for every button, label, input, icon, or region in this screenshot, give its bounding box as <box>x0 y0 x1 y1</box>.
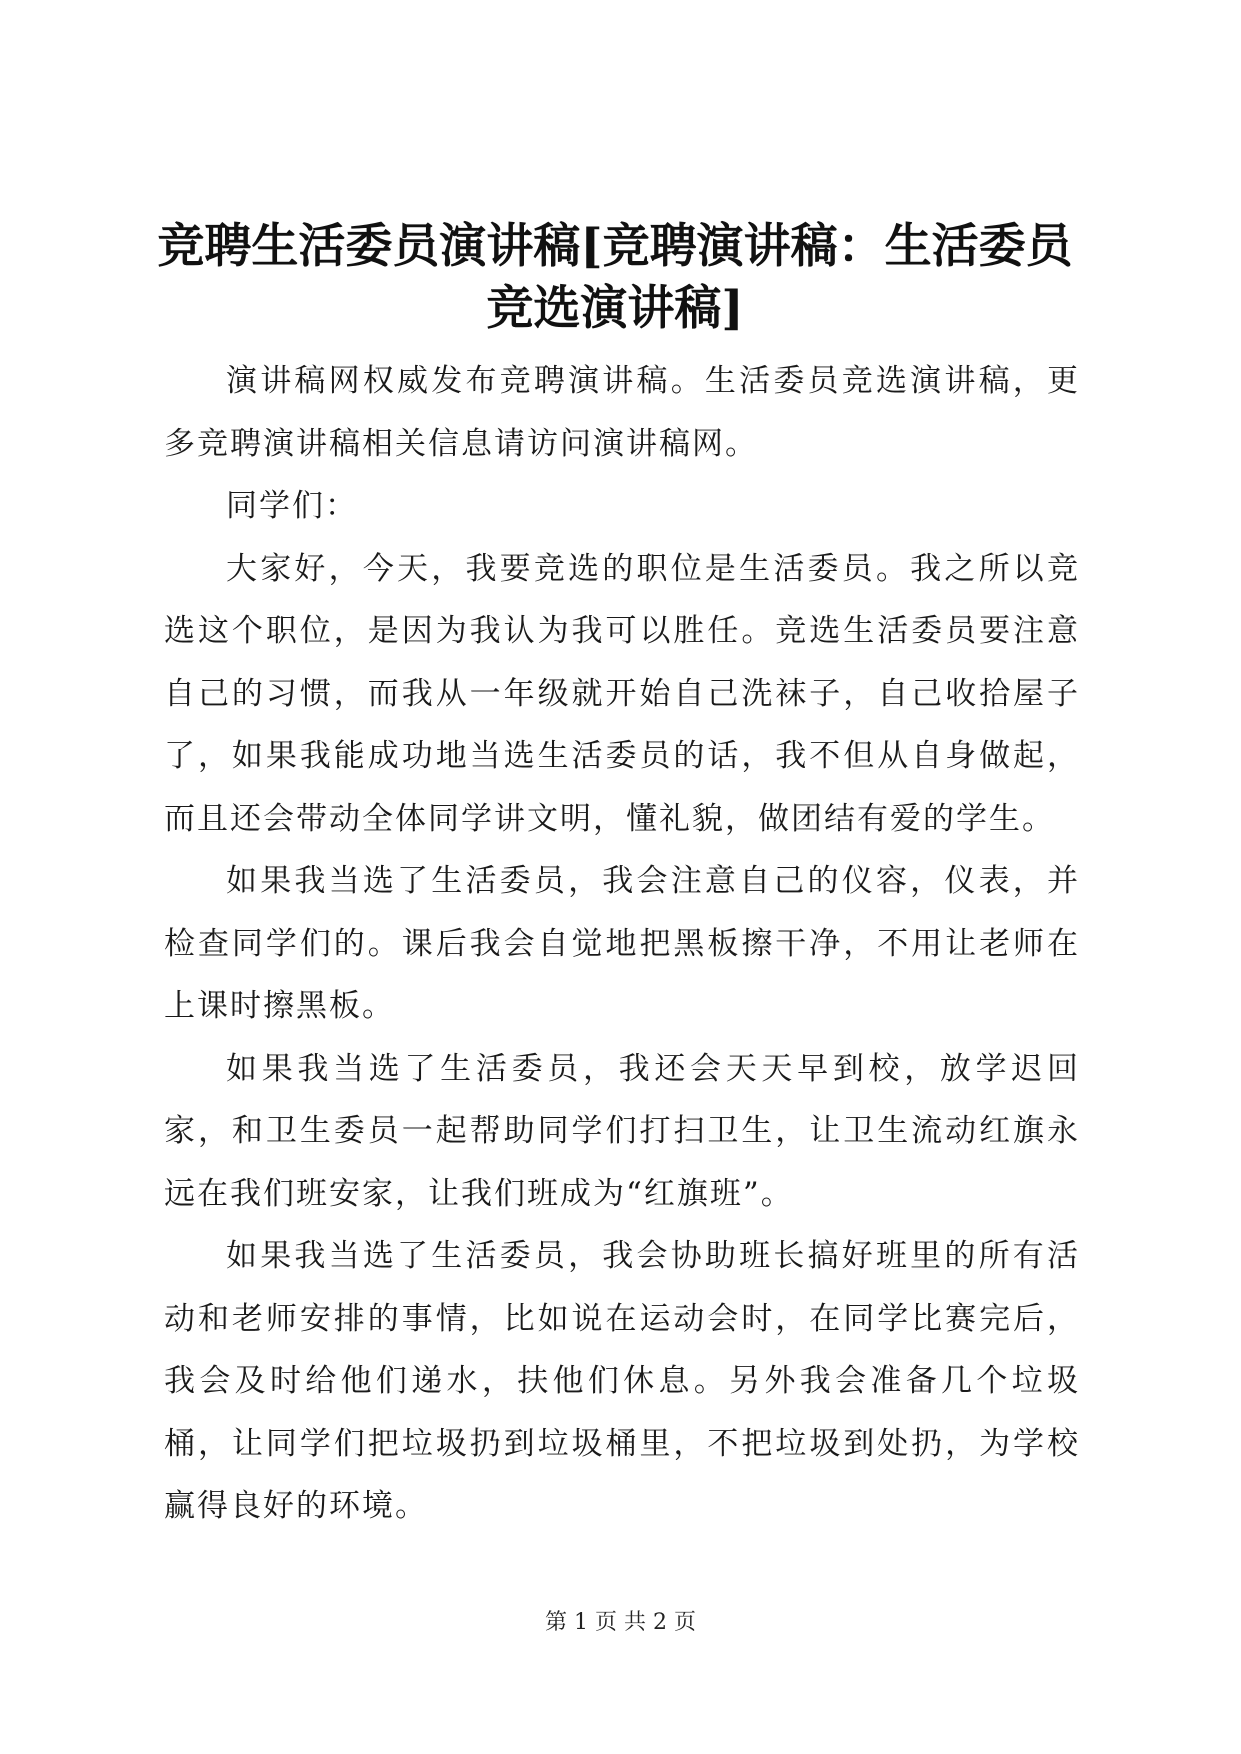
document-title: 竞聘生活委员演讲稿[竞聘演讲稿：生活委员竞选演讲稿] <box>157 219 1073 336</box>
paragraph-greeting: 同学们： <box>226 488 358 524</box>
page-number-footer: 第 1 页 共 2 页 <box>545 1610 696 1635</box>
document-body <box>164 350 1080 1538</box>
paragraph-2: 如果我当选了生活委员，我会注意自己的仪容，仪表，并检查同学们的。课后我会自觉地把黑板擦干净，不用让老师在上课时擦黑板。 <box>164 863 1080 1024</box>
paragraph-intro: 演讲稿网权威发布竞聘演讲稿。生活委员竞选演讲稿，更多竞聘演讲稿相关信息请访问演讲稿网。 <box>164 363 1080 462</box>
paragraph-1: 大家好，今天，我要竞选的职位是生活委员。我之所以竞选这个职位，是因为我认为我可以胜任。竞选生活委员要注意自己的习惯，而我从一年级就开始自己洗袜子，自己收拾屋子了，如果我能成功地当选生活委员的话，我不但从自身做起，而且还会带动全体同学讲文明，懂礼貌，做团结有爱的学生。 <box>164 550 1080 837</box>
paragraph-4: 如果我当选了生活委员，我会协助班长搞好班里的所有活动和老师安排的事情，比如说在运动会时，在同学比赛完后，我会及时给他们递水，扶他们休息。另外我会准备几个垃圾桶，让同学们把垃圾扔到垃圾桶里，不把垃圾到处扔，为学校赢得良好的环境。 <box>164 1238 1080 1524</box>
paragraph-3: 如果我当选了生活委员，我还会天天早到校，放学迟回家，和卫生委员一起帮助同学们打扫卫生，让卫生流动红旗永远在我们班安家，让我们班成为“红旗班”。 <box>164 1050 1080 1212</box>
